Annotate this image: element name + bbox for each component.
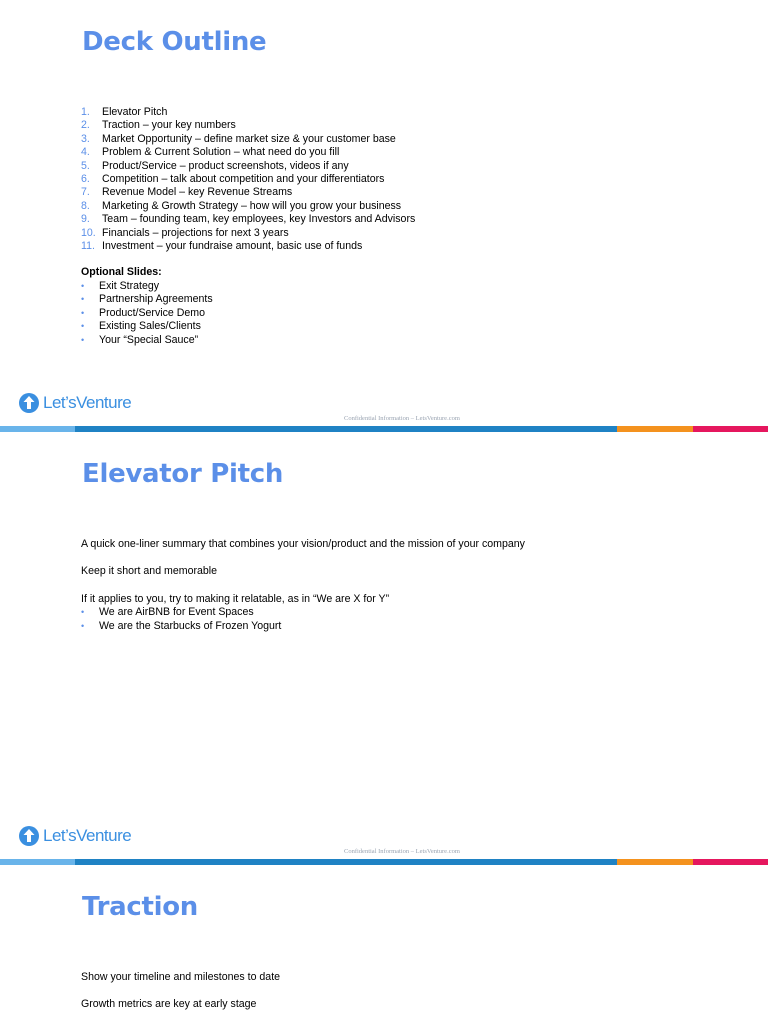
list-item bbox=[81, 606, 525, 619]
item-number: 10. bbox=[81, 226, 96, 239]
outline-block bbox=[81, 106, 415, 347]
item-text: Product/Service – product screenshots, videos if any bbox=[102, 159, 349, 172]
optional-slides-heading: Optional Slides: bbox=[81, 266, 162, 279]
bullet-dot-icon: • bbox=[81, 620, 85, 631]
item-text: Partnership Agreements bbox=[99, 293, 213, 306]
paragraph: Keep it short and memorable bbox=[81, 565, 218, 578]
item-text: Exit Strategy bbox=[99, 279, 160, 292]
item-text: We are AirBNB for Event Spaces bbox=[99, 606, 254, 619]
item-text: Market Opportunity – define market size & your customer base bbox=[102, 132, 396, 145]
logo-text: Let’sVenture bbox=[43, 826, 132, 845]
item-text: Elevator Pitch bbox=[102, 106, 168, 118]
list-item bbox=[81, 119, 415, 132]
item-number: 9. bbox=[81, 213, 90, 226]
list-item bbox=[81, 160, 415, 173]
list-item bbox=[81, 280, 415, 293]
bullet-dot-icon: • bbox=[81, 607, 85, 618]
optional-slides-list bbox=[81, 280, 415, 347]
slide-deck-outline bbox=[0, 0, 768, 432]
slide-title: Deck Outline bbox=[82, 27, 267, 57]
paragraph: Show your timeline and milestones to date bbox=[81, 971, 281, 983]
paragraph: If it applies to you, try to making it relatable, as in “We are X for Y” bbox=[81, 592, 390, 605]
bullet-dot-icon: • bbox=[81, 294, 85, 305]
paragraph: Growth metrics are key at early stage bbox=[81, 998, 257, 1011]
bullet-dot-icon: • bbox=[81, 321, 85, 332]
item-number: 2. bbox=[81, 119, 90, 132]
list-item bbox=[81, 186, 415, 199]
item-text: Problem & Current Solution – what need do you fill bbox=[102, 146, 340, 159]
item-text: Product/Service Demo bbox=[99, 306, 205, 319]
item-number: 7. bbox=[81, 186, 90, 199]
letsventure-logo bbox=[18, 392, 131, 414]
item-text: Investment – your fundraise amount, basic use of funds bbox=[102, 240, 363, 253]
slide-title: Elevator Pitch bbox=[82, 459, 284, 489]
item-text: We are the Starbucks of Frozen Yogurt bbox=[99, 619, 282, 632]
item-number: 5. bbox=[81, 159, 90, 172]
examples-list bbox=[81, 606, 525, 633]
up-arrow-circle-icon bbox=[18, 825, 40, 847]
letsventure-logo bbox=[18, 825, 131, 847]
list-item bbox=[81, 307, 415, 320]
list-item bbox=[81, 227, 415, 240]
content-block bbox=[81, 971, 280, 1012]
outline-list bbox=[81, 106, 415, 253]
list-item bbox=[81, 334, 415, 347]
item-number: 11. bbox=[81, 240, 95, 253]
item-number: 8. bbox=[81, 199, 90, 212]
up-arrow-circle-icon bbox=[18, 392, 40, 414]
item-text: Revenue Model – key Revenue Streams bbox=[102, 186, 293, 199]
bullet-dot-icon: • bbox=[81, 334, 85, 345]
list-item bbox=[81, 146, 415, 159]
bullet-dot-icon: • bbox=[81, 280, 85, 291]
bullet-dot-icon: • bbox=[81, 307, 85, 318]
slide-traction bbox=[0, 865, 768, 1024]
item-number: 6. bbox=[81, 173, 90, 186]
item-number: 4. bbox=[81, 146, 90, 159]
item-text: Your “Special Sauce” bbox=[99, 333, 199, 346]
paragraph: A quick one-liner summary that combines your vision/product and the mission of your company bbox=[81, 538, 525, 550]
logo-text: Let’sVenture bbox=[43, 393, 132, 412]
content-block bbox=[81, 538, 525, 633]
list-item bbox=[81, 213, 415, 226]
item-text: Traction – your key numbers bbox=[102, 119, 236, 132]
item-text: Team – founding team, key employees, key Investors and Advisors bbox=[102, 213, 416, 226]
slide-title: Traction bbox=[82, 892, 198, 922]
confidential-note: Confidential Information – LetsVenture.com bbox=[344, 848, 460, 855]
item-text: Marketing & Growth Strategy – how will you grow your business bbox=[102, 199, 402, 212]
item-number: 1. bbox=[81, 106, 90, 118]
item-text: Competition – talk about competition and your differentiators bbox=[102, 173, 385, 186]
list-item bbox=[81, 106, 415, 119]
list-item bbox=[81, 133, 415, 146]
list-item bbox=[81, 293, 415, 306]
list-item bbox=[81, 240, 415, 253]
list-item bbox=[81, 200, 415, 213]
item-text: Existing Sales/Clients bbox=[99, 320, 201, 333]
list-item bbox=[81, 173, 415, 186]
confidential-note: Confidential Information – LetsVenture.com bbox=[344, 415, 460, 422]
list-item bbox=[81, 320, 415, 333]
item-number: 3. bbox=[81, 132, 90, 145]
slide-elevator-pitch bbox=[0, 432, 768, 865]
item-text: Financials – projections for next 3 years bbox=[102, 226, 289, 239]
list-item bbox=[81, 620, 525, 633]
